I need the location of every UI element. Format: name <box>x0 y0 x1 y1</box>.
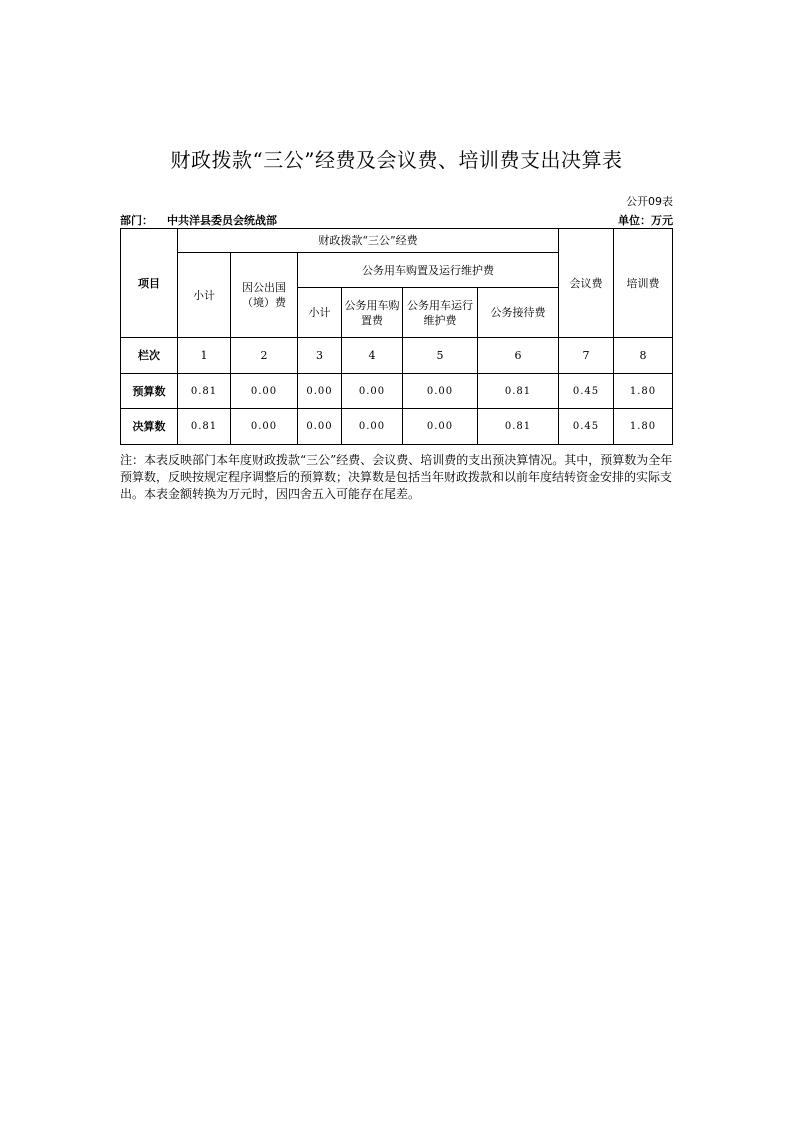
table-cell: 1 <box>178 338 231 374</box>
header-vehicle-purchase-line1: 公务用车购 <box>344 298 400 312</box>
table-row <box>121 374 673 409</box>
table-cell: 0.81 <box>478 409 559 445</box>
table-cell: 0.00 <box>403 374 478 409</box>
table-cell: 7 <box>559 338 614 374</box>
header-row-1 <box>121 229 673 253</box>
table-cell: 6 <box>478 338 559 374</box>
header-vehicle-purchase <box>342 288 403 338</box>
header-overseas-line2: （境）费 <box>242 296 286 309</box>
table-cell: 0.45 <box>559 409 614 445</box>
table-row <box>121 338 673 374</box>
table-cell: 0.45 <box>559 374 614 409</box>
header-vehicle-operation-line1: 公务用车运行 <box>407 298 473 312</box>
report-title: 财政拨款“三公”经费及会议费、培训费支出决算表 <box>170 148 623 172</box>
department-name: 中共洋县委员会统战部 <box>167 214 277 227</box>
table-row <box>121 409 673 445</box>
row-label: 预算数 <box>121 374 178 409</box>
table-cell: 0.81 <box>478 374 559 409</box>
header-training: 培训费 <box>614 229 673 338</box>
header-vehicle-purchase-line2: 置费 <box>361 313 383 327</box>
table-cell: 8 <box>614 338 673 374</box>
header-reception: 公务接待费 <box>478 288 559 338</box>
table-cell: 3 <box>298 338 342 374</box>
header-vehicle-operation <box>403 288 478 338</box>
table-cell: 0.00 <box>231 409 298 445</box>
header-vehicle-operation-line2: 维护费 <box>423 313 457 327</box>
table-cell: 1.80 <box>614 409 673 445</box>
header-vehicle-group: 公务用车购置及运行维护费 <box>298 253 559 288</box>
header-subtotal: 小计 <box>178 253 231 338</box>
header-three-public-group: 财政拨款“三公”经费 <box>178 229 559 253</box>
header-overseas-line1: 因公出国 <box>242 281 286 294</box>
table-cell: 0.00 <box>403 409 478 445</box>
row-label: 栏次 <box>121 338 178 374</box>
table-cell: 0.00 <box>342 374 403 409</box>
table-cell: 0.81 <box>178 409 231 445</box>
table-code: 公开09表 <box>626 195 673 208</box>
row-label: 决算数 <box>121 409 178 445</box>
header-overseas <box>231 253 298 338</box>
department-label: 部门： <box>120 214 153 227</box>
department-line <box>120 212 277 228</box>
unit-label: 单位：万元 <box>618 214 673 227</box>
table-cell: 0.81 <box>178 374 231 409</box>
header-item: 项目 <box>121 229 178 338</box>
table-cell: 4 <box>342 338 403 374</box>
table-cell: 2 <box>231 338 298 374</box>
table-cell: 0.00 <box>298 409 342 445</box>
table-cell: 0.00 <box>342 409 403 445</box>
header-meeting: 会议费 <box>559 229 614 338</box>
table-cell: 1.80 <box>614 374 673 409</box>
header-vehicle-subtotal: 小计 <box>298 288 342 338</box>
table-cell: 0.00 <box>298 374 342 409</box>
table-cell: 0.00 <box>231 374 298 409</box>
footnote: 注：本表反映部门本年度财政拨款“三公”经费、会议费、培训费的支出预决算情况。其中，预算数为全年预算数，反映按规定程序调整后的预算数；决算数是包括当年财政拨款和以前年度结转资金安排的实际支出。本表金额转换为万元时，因四舍五入可能存在尾差。 <box>120 453 673 501</box>
table-cell: 5 <box>403 338 478 374</box>
expenditure-table <box>120 228 673 445</box>
